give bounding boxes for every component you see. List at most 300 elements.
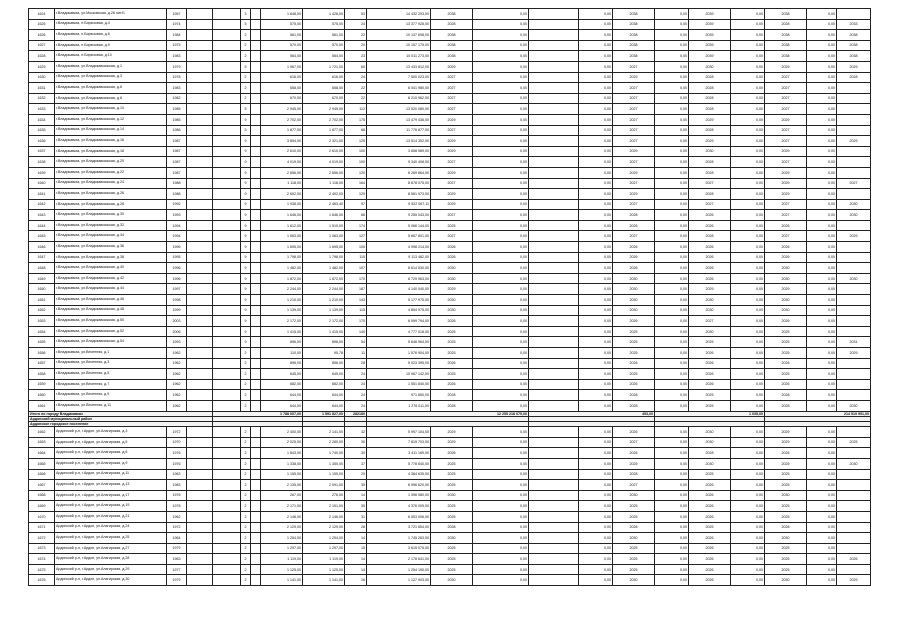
residents-cell: 105: [345, 242, 367, 253]
cost-cell: 9 255 043,00: [367, 210, 431, 221]
year-cell: 1962: [167, 348, 187, 359]
area-living-cell: 1 254,00: [303, 533, 345, 544]
cost-cell: 1 254 190,00: [367, 564, 431, 575]
year-cell: 2026: [689, 220, 731, 231]
table-row: [29, 337, 871, 348]
area-total-cell: 644,00: [261, 390, 303, 401]
floors-cell: 9: [241, 231, 251, 242]
year-cell: 2025: [613, 501, 655, 512]
residents-cell: 24: [345, 72, 367, 83]
value-cell: 0,00: [473, 337, 529, 348]
blank-cell: [529, 533, 579, 544]
value-cell: 0,00: [807, 379, 837, 390]
cost-cell: 1 276 011,00: [367, 400, 431, 411]
year-cell: 2030: [431, 263, 473, 274]
value-cell: 0,00: [579, 458, 613, 469]
blank-cell: [187, 369, 213, 380]
entrances-cell: [251, 490, 261, 501]
year-cell: 1985: [167, 104, 187, 115]
table-row: [29, 575, 871, 586]
year-cell: 2027: [613, 114, 655, 125]
entrances-cell: [251, 501, 261, 512]
value-cell: 0,00: [731, 72, 765, 83]
row-id: 1632: [29, 93, 55, 104]
entrances-cell: [251, 379, 261, 390]
value-cell: 0,00: [655, 9, 689, 20]
blank-cell: [187, 501, 213, 512]
value-cell: 0,00: [807, 543, 837, 554]
blank-cell: [529, 242, 579, 253]
cost-cell: 7 815 703,00: [367, 437, 431, 448]
row-id: 1645: [29, 231, 55, 242]
address-cell: Ардонский р-н, г.Ардон, ул.Алагирская, д.19: [55, 501, 167, 512]
floors-cell: 2: [241, 490, 251, 501]
material-cell: [213, 480, 241, 491]
entrances-cell: [251, 231, 261, 242]
row-id: 1659: [29, 379, 55, 390]
cost-cell: 971 650,00: [367, 390, 431, 401]
row-id: 1670: [29, 511, 55, 522]
floors-cell: 9: [241, 305, 251, 316]
table-row: [29, 400, 871, 411]
year-cell: 2003: [167, 316, 187, 327]
area-living-cell: 1 872,00: [303, 273, 345, 284]
material-cell: [213, 210, 241, 221]
blank-cell: [529, 305, 579, 316]
year-cell: [837, 427, 871, 438]
area-living-cell: 1 210,00: [303, 295, 345, 306]
area-total-cell: 2 945,00: [261, 104, 303, 115]
value-cell: 0,00: [579, 199, 613, 210]
year-cell: 2026: [689, 369, 731, 380]
residents-cell: 54: [345, 337, 367, 348]
value-cell: 0,00: [655, 178, 689, 189]
table-row: [29, 326, 871, 337]
year-cell: 2028: [689, 157, 731, 168]
area-total-cell: 2 146,00: [261, 511, 303, 522]
blank-cell: [187, 157, 213, 168]
address-cell: Ардонский р-н, г.Ардон, ул.Алагирская, д.29: [55, 564, 167, 575]
year-cell: 2030: [765, 273, 807, 284]
year-cell: 2030: [689, 295, 731, 306]
row-id: 1658: [29, 369, 55, 380]
area-living-cell: 896,00: [303, 337, 345, 348]
value-cell: 0,00: [807, 9, 837, 20]
material-cell: [213, 83, 241, 94]
year-cell: 2026: [689, 379, 731, 390]
row-id: 1661: [29, 400, 55, 411]
year-cell: 1999: [167, 305, 187, 316]
row-id: 1629: [29, 61, 55, 72]
row-id: 1675: [29, 564, 55, 575]
value-cell: 0,00: [807, 252, 837, 263]
area-total-cell: 1 125,00: [261, 564, 303, 575]
row-id: 1664: [29, 448, 55, 459]
year-cell: 2027: [613, 83, 655, 94]
residents-cell: 22: [345, 83, 367, 94]
value-cell: 0,00: [579, 210, 613, 221]
table-row: [29, 104, 871, 115]
material-cell: [213, 448, 241, 459]
year-cell: 2025: [613, 348, 655, 359]
value-cell: 0,00: [731, 125, 765, 136]
year-cell: [837, 167, 871, 178]
value-cell: 0,00: [655, 167, 689, 178]
residents-cell: 20: [345, 40, 367, 51]
cost-cell: 1 127 903,00: [367, 575, 431, 586]
value-cell: 0,00: [473, 210, 529, 221]
value-cell: 0,00: [579, 51, 613, 62]
floors-cell: 9: [241, 242, 251, 253]
blank-cell: [187, 136, 213, 147]
year-cell: 2027: [765, 93, 807, 104]
value-cell: 0,00: [731, 316, 765, 327]
value-cell: 0,00: [579, 543, 613, 554]
value-cell: 0,00: [579, 522, 613, 533]
value-cell: 0,00: [579, 348, 613, 359]
year-cell: 2026: [613, 379, 655, 390]
entrances-cell: [251, 400, 261, 411]
material-cell: [213, 30, 241, 41]
year-cell: 2026: [765, 358, 807, 369]
blank-cell: [529, 210, 579, 221]
year-cell: 2026: [689, 490, 731, 501]
row-id: 1649: [29, 273, 55, 284]
table-row: [29, 19, 871, 30]
year-cell: 2030: [765, 490, 807, 501]
area-living-cell: 1 125,00: [303, 564, 345, 575]
year-cell: 2026: [765, 379, 807, 390]
value-cell: 0,00: [655, 231, 689, 242]
blank-cell: [187, 437, 213, 448]
entrances-cell: [251, 511, 261, 522]
entrances-cell: [251, 273, 261, 284]
year-cell: 2026: [431, 358, 473, 369]
blank-cell: [529, 30, 579, 41]
year-cell: 2029: [765, 189, 807, 200]
value-cell: 0,00: [655, 400, 689, 411]
row-id: 1657: [29, 358, 55, 369]
residents-cell: 143: [345, 295, 367, 306]
value-cell: 0,00: [473, 252, 529, 263]
row-id: 1642: [29, 199, 55, 210]
table-row: [29, 348, 871, 359]
area-total-cell: 1 695,00: [261, 242, 303, 253]
value-cell: 0,00: [807, 284, 837, 295]
year-cell: 2026: [689, 358, 731, 369]
year-cell: 2027: [431, 83, 473, 94]
value-cell: 0,00: [473, 284, 529, 295]
year-cell: 2026: [613, 263, 655, 274]
year-cell: 2026: [613, 358, 655, 369]
floors-cell: 2: [241, 30, 251, 41]
year-cell: 2027: [765, 210, 807, 221]
blank-cell: [187, 178, 213, 189]
value-cell: 0,00: [807, 220, 837, 231]
floors-cell: 9: [241, 136, 251, 147]
row-id: 1667: [29, 480, 55, 491]
floors-cell: 5: [241, 61, 251, 72]
table-row: [29, 379, 871, 390]
year-cell: 2025: [765, 369, 807, 380]
table-row: [29, 83, 871, 94]
value-cell: 0,00: [579, 157, 613, 168]
value-cell: 0,00: [731, 305, 765, 316]
year-cell: 2025: [765, 501, 807, 512]
material-cell: [213, 511, 241, 522]
area-total-cell: 644,00: [261, 400, 303, 411]
year-cell: 2028: [765, 522, 807, 533]
value-cell: 0,00: [807, 305, 837, 316]
year-cell: 2026: [431, 316, 473, 327]
section-total: 1 788 007,00: [213, 411, 303, 416]
area-living-cell: 2 151,00: [303, 501, 345, 512]
residents-cell: 100: [345, 146, 367, 157]
area-living-cell: 896,00: [303, 358, 345, 369]
blank-cell: [529, 379, 579, 390]
year-cell: [837, 83, 871, 94]
cost-cell: 4 140 040,00: [367, 284, 431, 295]
area-living-cell: 1 118,00: [303, 178, 345, 189]
address-cell: г.Владикавказ, п.Бирюзовая, д.9: [55, 40, 167, 51]
cost-cell: 5 066 144,00: [367, 220, 431, 231]
section-total: 12 255 218 075,00: [367, 411, 529, 416]
entrances-cell: [251, 522, 261, 533]
table-row: [29, 114, 871, 125]
value-cell: 0,00: [473, 575, 529, 586]
value-cell: 0,00: [655, 273, 689, 284]
value-cell: 0,00: [731, 284, 765, 295]
value-cell: 0,00: [731, 400, 765, 411]
cost-cell: 10 011 273,00: [367, 51, 431, 62]
table-row: [29, 316, 871, 327]
table-row: [29, 40, 871, 51]
material-cell: [213, 178, 241, 189]
year-cell: 2030: [837, 400, 871, 411]
value-cell: 0,00: [473, 231, 529, 242]
value-cell: 0,00: [807, 358, 837, 369]
year-cell: 2029: [837, 136, 871, 147]
year-cell: 2029: [613, 146, 655, 157]
year-cell: [837, 157, 871, 168]
table-row: [29, 284, 871, 295]
table-row: [29, 427, 871, 438]
area-living-cell: 2 141,00: [303, 427, 345, 438]
cost-cell: 9 340 408,00: [367, 157, 431, 168]
area-living-cell: 2 656,00: [303, 167, 345, 178]
year-cell: 2027: [431, 157, 473, 168]
value-cell: 0,00: [579, 30, 613, 41]
table-row: [29, 564, 871, 575]
table-row: [29, 273, 871, 284]
year-cell: 2027: [765, 231, 807, 242]
year-cell: 2029: [689, 114, 731, 125]
year-cell: 2027: [613, 104, 655, 115]
value-cell: 0,00: [655, 72, 689, 83]
year-cell: 1962: [167, 369, 187, 380]
value-cell: 0,00: [731, 511, 765, 522]
material-cell: [213, 490, 241, 501]
floors-cell: 9: [241, 252, 251, 263]
value-cell: 0,00: [731, 210, 765, 221]
year-cell: 2025: [431, 543, 473, 554]
area-total-cell: 1 843,00: [261, 448, 303, 459]
cost-cell: 3 411 169,00: [367, 448, 431, 459]
table-row: [29, 189, 871, 200]
year-cell: 2026: [689, 501, 731, 512]
year-cell: 2025: [613, 511, 655, 522]
cost-cell: 5 177 975,00: [367, 295, 431, 306]
floors-cell: 2: [241, 427, 251, 438]
row-id: 1672: [29, 533, 55, 544]
row-id: 1625: [29, 19, 55, 30]
value-cell: 0,00: [655, 316, 689, 327]
section-total: 282180: [345, 411, 367, 416]
value-cell: 0,00: [473, 157, 529, 168]
value-cell: 0,00: [473, 189, 529, 200]
address-cell: Ардонский р-н, г.Ардон, ул.Алагирская, д.27: [55, 543, 167, 554]
value-cell: 0,00: [807, 554, 837, 565]
blank-cell: [187, 125, 213, 136]
entrances-cell: [251, 9, 261, 20]
table-row: [29, 30, 871, 41]
material-cell: [213, 93, 241, 104]
year-cell: 2027: [613, 61, 655, 72]
year-cell: 2026: [765, 242, 807, 253]
year-cell: [837, 125, 871, 136]
blank-cell: [529, 501, 579, 512]
area-living-cell: 1 646,00: [303, 210, 345, 221]
material-cell: [213, 242, 241, 253]
material-cell: [213, 458, 241, 469]
cost-cell: 4 854 975,00: [367, 305, 431, 316]
material-cell: [213, 125, 241, 136]
blank-cell: [187, 358, 213, 369]
value-cell: 0,00: [807, 400, 837, 411]
table-row: [29, 167, 871, 178]
residents-cell: 37: [345, 458, 367, 469]
value-cell: 0,00: [807, 136, 837, 147]
value-cell: 0,00: [655, 51, 689, 62]
table-row: [29, 210, 871, 221]
year-cell: 1988: [167, 178, 187, 189]
row-id: 1636: [29, 136, 55, 147]
row-id: 1654: [29, 326, 55, 337]
row-id: 1643: [29, 210, 55, 221]
year-cell: 2028: [613, 210, 655, 221]
year-cell: 1993: [167, 337, 187, 348]
year-cell: 2026: [689, 554, 731, 565]
table-row: [29, 252, 871, 263]
year-cell: 2038: [765, 40, 807, 51]
value-cell: 0,00: [731, 501, 765, 512]
blank-cell: [187, 30, 213, 41]
area-total-cell: 2 244,00: [261, 284, 303, 295]
year-cell: 1979: [167, 61, 187, 72]
value-cell: 0,00: [655, 83, 689, 94]
blank-cell: [187, 40, 213, 51]
area-living-cell: 644,00: [303, 400, 345, 411]
blank-cell: [529, 146, 579, 157]
row-id: 1630: [29, 72, 55, 83]
value-cell: 0,00: [655, 19, 689, 30]
value-cell: 0,00: [731, 390, 765, 401]
value-cell: 0,00: [579, 369, 613, 380]
area-living-cell: 670,00: [303, 93, 345, 104]
year-cell: 2028: [689, 72, 731, 83]
value-cell: 0,00: [807, 157, 837, 168]
value-cell: 0,00: [579, 167, 613, 178]
value-cell: 0,00: [731, 448, 765, 459]
address-cell: Ардонский р-н, г.Ардон, ул.Алагирская, д.6: [55, 448, 167, 459]
area-living-cell: 682,00: [303, 379, 345, 390]
value-cell: 0,00: [473, 305, 529, 316]
value-cell: 0,00: [731, 199, 765, 210]
material-cell: [213, 273, 241, 284]
residents-cell: 129: [345, 189, 367, 200]
year-cell: 2030: [689, 326, 731, 337]
year-cell: 2027: [613, 125, 655, 136]
value-cell: 0,00: [473, 220, 529, 231]
area-total-cell: 1 415,00: [261, 326, 303, 337]
address-cell: г.Владикавказ, ул.Владикавказская, д.44: [55, 284, 167, 295]
value-cell: 0,00: [655, 437, 689, 448]
value-cell: 0,00: [655, 390, 689, 401]
value-cell: 0,00: [655, 284, 689, 295]
blank-cell: [529, 469, 579, 480]
cost-cell: 4 376 005,00: [367, 501, 431, 512]
residents-cell: 115: [345, 252, 367, 263]
residents-cell: 16: [345, 575, 367, 586]
year-cell: 2027: [765, 104, 807, 115]
value-cell: 0,00: [579, 19, 613, 30]
year-cell: 1987: [167, 136, 187, 147]
value-cell: 0,00: [731, 469, 765, 480]
year-cell: 2038: [431, 40, 473, 51]
residents-cell: 22: [345, 93, 367, 104]
row-id: 1627: [29, 40, 55, 51]
blank-cell: [529, 490, 579, 501]
entrances-cell: [251, 337, 261, 348]
entrances-cell: [251, 575, 261, 586]
year-cell: 2026: [431, 379, 473, 390]
address-cell: г.Владикавказ, ул.Владикавказская, д.30: [55, 210, 167, 221]
value-cell: 0,00: [655, 501, 689, 512]
blank-cell: [187, 61, 213, 72]
address-cell: Ардонский р-н, г.Ардон, ул.Алагирская, д.25: [55, 533, 167, 544]
year-cell: 1995: [167, 252, 187, 263]
value-cell: 0,00: [731, 40, 765, 51]
value-cell: 0,00: [807, 199, 837, 210]
blank-cell: [529, 252, 579, 263]
floors-cell: 2: [241, 554, 251, 565]
year-cell: 2029: [765, 114, 807, 125]
area-total-cell: 2 129,00: [261, 522, 303, 533]
year-cell: [837, 114, 871, 125]
blank-cell: [529, 125, 579, 136]
year-cell: 2025: [431, 501, 473, 512]
value-cell: 0,00: [807, 146, 837, 157]
value-cell: 0,00: [807, 448, 837, 459]
entrances-cell: [251, 72, 261, 83]
entrances-cell: [251, 437, 261, 448]
value-cell: 0,00: [731, 178, 765, 189]
value-cell: 0,00: [579, 146, 613, 157]
value-cell: 0,00: [579, 9, 613, 20]
cost-cell: 3 721 654,00: [367, 522, 431, 533]
year-cell: 2030: [765, 295, 807, 306]
value-cell: 0,00: [473, 543, 529, 554]
